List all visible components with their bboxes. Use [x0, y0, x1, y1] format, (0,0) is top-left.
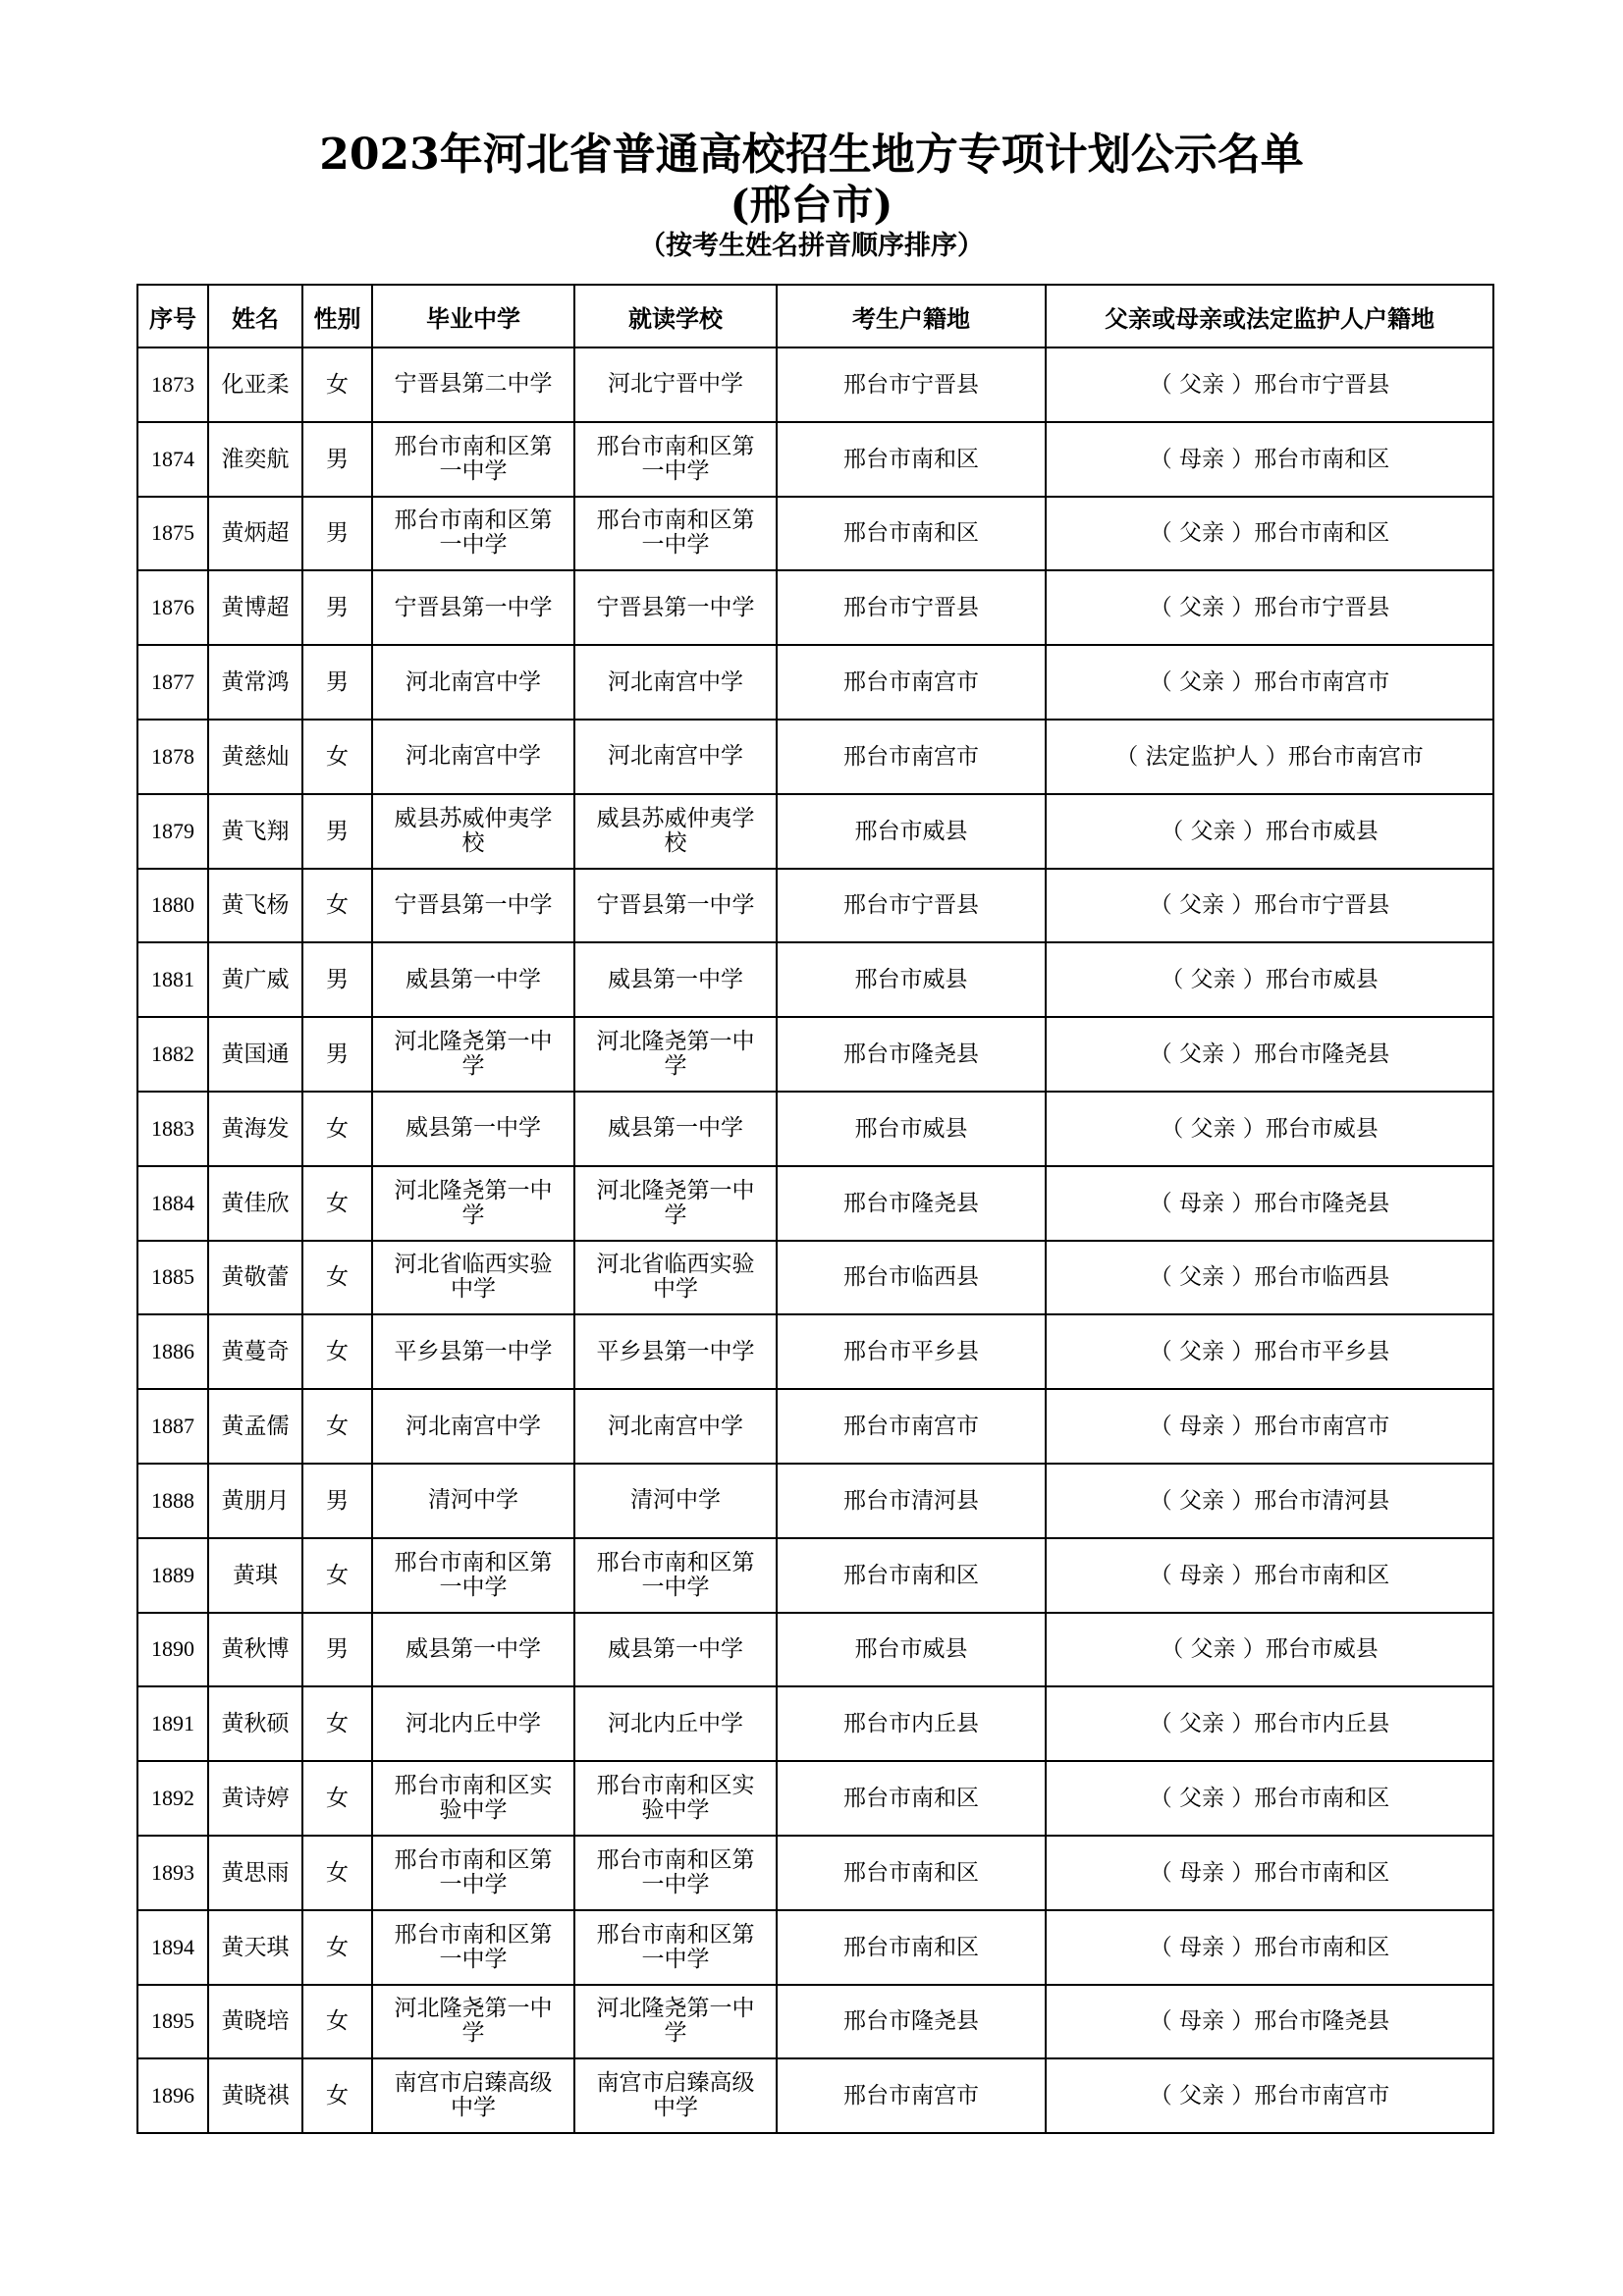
- column-header-gender: 性别: [302, 285, 372, 347]
- cell-household: 邢台市南宫市: [777, 1389, 1046, 1464]
- cell-school: [574, 1985, 777, 2059]
- table-row: [137, 1985, 1493, 2059]
- cell-no: 1880: [137, 869, 208, 943]
- cell-household: 邢台市南和区: [777, 1761, 1046, 1836]
- table-row: [137, 942, 1493, 1017]
- cell-guardian: （ 父亲 ）邢台市威县: [1046, 1613, 1493, 1687]
- cell-grad-school-text: 宁晋县第一中学: [394, 594, 553, 620]
- cell-household: 邢台市南宫市: [777, 645, 1046, 720]
- cell-grad-school: [372, 2058, 574, 2133]
- cell-grad-school: [372, 1314, 574, 1389]
- cell-school: [574, 2058, 777, 2133]
- cell-grad-school-text: 河北隆尧第一中学: [394, 1029, 553, 1080]
- cell-grad-school: [372, 1241, 574, 1315]
- sort-note: （按考生姓名拼音顺序排序）: [639, 231, 984, 261]
- cell-name: 黄慈灿: [208, 720, 302, 794]
- cell-name: 黄琪: [208, 1538, 302, 1613]
- cell-gender: 女: [302, 869, 372, 943]
- cell-no: 1893: [137, 1836, 208, 1910]
- cell-school-text: 河北内丘中学: [608, 1710, 743, 1736]
- cell-grad-school-text: 河北内丘中学: [406, 1710, 541, 1736]
- cell-household: 邢台市平乡县: [777, 1314, 1046, 1389]
- cell-school-text: 邢台市南和区实验中学: [596, 1773, 755, 1824]
- cell-school: [574, 720, 777, 794]
- cell-name: 黄常鸿: [208, 645, 302, 720]
- cell-name: 黄博超: [208, 570, 302, 645]
- cell-school: [574, 422, 777, 497]
- cell-household: 邢台市威县: [777, 1613, 1046, 1687]
- cell-guardian: （ 母亲 ）邢台市南和区: [1046, 1538, 1493, 1613]
- cell-school-text: 邢台市南和区第一中学: [596, 1921, 755, 1972]
- cell-no: 1891: [137, 1686, 208, 1761]
- cell-school: [574, 1836, 777, 1910]
- cell-name: 黄天琪: [208, 1910, 302, 1985]
- cell-no: 1874: [137, 422, 208, 497]
- cell-grad-school: [372, 1985, 574, 2059]
- cell-school-text: 宁晋县第一中学: [596, 891, 755, 918]
- cell-name: 黄广威: [208, 942, 302, 1017]
- cell-name: 黄晓祺: [208, 2058, 302, 2133]
- cell-guardian: （ 母亲 ）邢台市隆尧县: [1046, 1985, 1493, 2059]
- cell-gender: 女: [302, 1241, 372, 1315]
- table-body: [137, 347, 1493, 2133]
- cell-guardian: （ 法定监护人 ）邢台市南宫市: [1046, 720, 1493, 794]
- cell-no: 1889: [137, 1538, 208, 1613]
- cell-name: 黄海发: [208, 1092, 302, 1166]
- cell-grad-school-text: 河北隆尧第一中学: [394, 1996, 553, 2047]
- cell-grad-school-text: 邢台市南和区第一中学: [394, 1921, 553, 1972]
- cell-school-text: 威县第一中学: [608, 966, 743, 992]
- table-row: [137, 1017, 1493, 1092]
- cell-name: 黄孟儒: [208, 1389, 302, 1464]
- cell-gender: 男: [302, 1464, 372, 1538]
- cell-guardian: （ 父亲 ）邢台市宁晋县: [1046, 347, 1493, 422]
- column-header-grad-school: 毕业中学: [372, 285, 574, 347]
- table-row: [137, 347, 1493, 422]
- cell-grad-school: [372, 1166, 574, 1241]
- cell-household: 邢台市南宫市: [777, 2058, 1046, 2133]
- cell-school-text: 河北隆尧第一中学: [596, 1996, 755, 2047]
- cell-grad-school-text: 宁晋县第二中学: [394, 371, 553, 398]
- cell-school-text: 邢台市南和区第一中学: [596, 507, 755, 559]
- cell-school-text: 清河中学: [630, 1487, 721, 1514]
- cell-school: [574, 1910, 777, 1985]
- cell-guardian: （ 父亲 ）邢台市宁晋县: [1046, 570, 1493, 645]
- cell-gender: 女: [302, 1314, 372, 1389]
- cell-grad-school: [372, 645, 574, 720]
- cell-household: 邢台市宁晋县: [777, 347, 1046, 422]
- candidate-table: [136, 284, 1494, 2134]
- cell-grad-school-text: 威县第一中学: [406, 1635, 541, 1662]
- cell-guardian: （ 父亲 ）邢台市平乡县: [1046, 1314, 1493, 1389]
- cell-school: [574, 570, 777, 645]
- cell-grad-school-text: 平乡县第一中学: [394, 1338, 553, 1364]
- cell-name: 黄飞翔: [208, 794, 302, 869]
- cell-school-text: 邢台市南和区第一中学: [596, 1549, 755, 1600]
- column-header-household: 考生户籍地: [777, 285, 1046, 347]
- cell-gender: 女: [302, 1985, 372, 2059]
- cell-gender: 女: [302, 1686, 372, 1761]
- cell-guardian: （ 母亲 ）邢台市南和区: [1046, 422, 1493, 497]
- cell-guardian: （ 母亲 ）邢台市南和区: [1046, 1910, 1493, 1985]
- cell-no: 1895: [137, 1985, 208, 2059]
- cell-no: 1883: [137, 1092, 208, 1166]
- cell-grad-school: [372, 720, 574, 794]
- column-header-name: 姓名: [208, 285, 302, 347]
- cell-grad-school: [372, 1092, 574, 1166]
- cell-school-text: 威县第一中学: [608, 1635, 743, 1662]
- table-row: [137, 422, 1493, 497]
- cell-grad-school: [372, 422, 574, 497]
- cell-no: 1876: [137, 570, 208, 645]
- table-row: [137, 1464, 1493, 1538]
- cell-name: 淮奕航: [208, 422, 302, 497]
- cell-no: 1873: [137, 347, 208, 422]
- cell-guardian: （ 父亲 ）邢台市清河县: [1046, 1464, 1493, 1538]
- table-row: [137, 869, 1493, 943]
- cell-name: 化亚柔: [208, 347, 302, 422]
- cell-grad-school-text: 邢台市南和区第一中学: [394, 1549, 553, 1600]
- cell-guardian: （ 父亲 ）邢台市南宫市: [1046, 2058, 1493, 2133]
- cell-gender: 男: [302, 645, 372, 720]
- cell-gender: 女: [302, 1761, 372, 1836]
- cell-grad-school-text: 宁晋县第一中学: [394, 891, 553, 918]
- table-row: [137, 1166, 1493, 1241]
- cell-gender: 女: [302, 2058, 372, 2133]
- table-row: [137, 570, 1493, 645]
- cell-grad-school: [372, 1017, 574, 1092]
- cell-gender: 女: [302, 347, 372, 422]
- cell-school-text: 河北省临西实验中学: [596, 1252, 755, 1303]
- cell-grad-school-text: 河北南宫中学: [406, 1413, 541, 1439]
- cell-school: [574, 497, 777, 571]
- table-row: [137, 1761, 1493, 1836]
- table-row: [137, 794, 1493, 869]
- cell-household: 邢台市威县: [777, 942, 1046, 1017]
- cell-grad-school: [372, 869, 574, 943]
- cell-gender: 男: [302, 497, 372, 571]
- cell-name: 黄思雨: [208, 1836, 302, 1910]
- cell-name: 黄炳超: [208, 497, 302, 571]
- cell-name: 黄朋月: [208, 1464, 302, 1538]
- cell-gender: 女: [302, 1538, 372, 1613]
- cell-guardian: （ 父亲 ）邢台市内丘县: [1046, 1686, 1493, 1761]
- cell-guardian: （ 父亲 ）邢台市隆尧县: [1046, 1017, 1493, 1092]
- cell-school-text: 河北南宫中学: [608, 743, 743, 770]
- cell-grad-school-text: 邢台市南和区第一中学: [394, 1846, 553, 1897]
- cell-no: 1894: [137, 1910, 208, 1985]
- page-subtitle: (邢台市): [730, 181, 893, 229]
- column-header-school: 就读学校: [574, 285, 777, 347]
- table-row: [137, 720, 1493, 794]
- cell-school-text: 南宫市启臻高级中学: [596, 2070, 755, 2121]
- cell-school: [574, 1017, 777, 1092]
- table-row: [137, 1314, 1493, 1389]
- cell-grad-school: [372, 794, 574, 869]
- cell-grad-school-text: 河北隆尧第一中学: [394, 1177, 553, 1228]
- cell-school-text: 河北南宫中学: [608, 668, 743, 695]
- cell-school-text: 威县第一中学: [608, 1115, 743, 1142]
- cell-grad-school-text: 河北南宫中学: [406, 743, 541, 770]
- column-header-guardian: 父亲或母亲或法定监护人户籍地: [1046, 285, 1493, 347]
- cell-grad-school: [372, 1686, 574, 1761]
- cell-no: 1882: [137, 1017, 208, 1092]
- cell-no: 1887: [137, 1389, 208, 1464]
- cell-household: 邢台市南和区: [777, 1910, 1046, 1985]
- cell-grad-school: [372, 1761, 574, 1836]
- cell-grad-school-text: 邢台市南和区第一中学: [394, 433, 553, 484]
- cell-school: [574, 1092, 777, 1166]
- cell-gender: 女: [302, 720, 372, 794]
- cell-no: 1881: [137, 942, 208, 1017]
- cell-no: 1892: [137, 1761, 208, 1836]
- cell-no: 1877: [137, 645, 208, 720]
- cell-no: 1884: [137, 1166, 208, 1241]
- cell-school: [574, 645, 777, 720]
- cell-no: 1890: [137, 1613, 208, 1687]
- cell-name: 黄佳欣: [208, 1166, 302, 1241]
- cell-household: 邢台市南和区: [777, 497, 1046, 571]
- cell-grad-school-text: 邢台市南和区实验中学: [394, 1773, 553, 1824]
- cell-school: [574, 1686, 777, 1761]
- cell-household: 邢台市内丘县: [777, 1686, 1046, 1761]
- cell-grad-school: [372, 1538, 574, 1613]
- cell-household: 邢台市南和区: [777, 422, 1046, 497]
- cell-school-text: 河北隆尧第一中学: [596, 1029, 755, 1080]
- cell-school: [574, 1389, 777, 1464]
- cell-guardian: （ 父亲 ）邢台市威县: [1046, 942, 1493, 1017]
- cell-guardian: （ 父亲 ）邢台市临西县: [1046, 1241, 1493, 1315]
- cell-no: 1878: [137, 720, 208, 794]
- cell-gender: 男: [302, 422, 372, 497]
- cell-guardian: （ 母亲 ）邢台市隆尧县: [1046, 1166, 1493, 1241]
- table-row: [137, 1686, 1493, 1761]
- cell-name: 黄诗婷: [208, 1761, 302, 1836]
- cell-household: 邢台市宁晋县: [777, 869, 1046, 943]
- cell-grad-school-text: 河北省临西实验中学: [394, 1252, 553, 1303]
- cell-guardian: （ 母亲 ）邢台市南和区: [1046, 1836, 1493, 1910]
- cell-name: 黄秋硕: [208, 1686, 302, 1761]
- cell-grad-school: [372, 1389, 574, 1464]
- cell-household: 邢台市隆尧县: [777, 1166, 1046, 1241]
- cell-guardian: （ 父亲 ）邢台市宁晋县: [1046, 869, 1493, 943]
- cell-school-text: 邢台市南和区第一中学: [596, 433, 755, 484]
- table-row: [137, 1538, 1493, 1613]
- cell-name: 黄敬蕾: [208, 1241, 302, 1315]
- cell-grad-school-text: 邢台市南和区第一中学: [394, 507, 553, 559]
- cell-no: 1886: [137, 1314, 208, 1389]
- cell-gender: 男: [302, 1613, 372, 1687]
- cell-guardian: （ 父亲 ）邢台市南宫市: [1046, 645, 1493, 720]
- cell-school-text: 邢台市南和区第一中学: [596, 1846, 755, 1897]
- cell-name: 黄蔓奇: [208, 1314, 302, 1389]
- cell-guardian: （ 父亲 ）邢台市威县: [1046, 1092, 1493, 1166]
- cell-school-text: 河北隆尧第一中学: [596, 1177, 755, 1228]
- cell-school: [574, 1464, 777, 1538]
- cell-grad-school-text: 河北南宫中学: [406, 668, 541, 695]
- cell-school: [574, 869, 777, 943]
- cell-household: 邢台市宁晋县: [777, 570, 1046, 645]
- cell-name: 黄晓培: [208, 1985, 302, 2059]
- cell-name: 黄国通: [208, 1017, 302, 1092]
- cell-school: [574, 1761, 777, 1836]
- cell-school-text: 威县苏威仲夷学校: [596, 805, 755, 856]
- cell-school: [574, 347, 777, 422]
- cell-school: [574, 1314, 777, 1389]
- cell-school: [574, 794, 777, 869]
- cell-household: 邢台市临西县: [777, 1241, 1046, 1315]
- table-row: [137, 1389, 1493, 1464]
- cell-grad-school: [372, 1836, 574, 1910]
- cell-school-text: 河北南宫中学: [608, 1413, 743, 1439]
- cell-school-text: 宁晋县第一中学: [596, 594, 755, 620]
- cell-household: 邢台市南宫市: [777, 720, 1046, 794]
- cell-grad-school-text: 南宫市启臻高级中学: [394, 2070, 553, 2121]
- cell-name: 黄秋博: [208, 1613, 302, 1687]
- cell-gender: 女: [302, 1836, 372, 1910]
- cell-school: [574, 1166, 777, 1241]
- cell-no: 1879: [137, 794, 208, 869]
- cell-no: 1875: [137, 497, 208, 571]
- cell-gender: 女: [302, 1389, 372, 1464]
- table-header-row: [137, 285, 1493, 347]
- cell-household: 邢台市南和区: [777, 1538, 1046, 1613]
- table-row: [137, 2058, 1493, 2133]
- cell-grad-school: [372, 1613, 574, 1687]
- cell-no: 1885: [137, 1241, 208, 1315]
- cell-gender: 女: [302, 1910, 372, 1985]
- cell-gender: 男: [302, 1017, 372, 1092]
- table-row: [137, 1836, 1493, 1910]
- table-row: [137, 1241, 1493, 1315]
- cell-grad-school-text: 清河中学: [428, 1487, 518, 1514]
- cell-grad-school: [372, 1464, 574, 1538]
- cell-grad-school-text: 威县第一中学: [406, 966, 541, 992]
- cell-no: 1896: [137, 2058, 208, 2133]
- cell-gender: 男: [302, 794, 372, 869]
- cell-no: 1888: [137, 1464, 208, 1538]
- cell-grad-school-text: 威县苏威仲夷学校: [394, 805, 553, 856]
- cell-name: 黄飞杨: [208, 869, 302, 943]
- cell-household: 邢台市隆尧县: [777, 1985, 1046, 2059]
- cell-gender: 男: [302, 570, 372, 645]
- cell-household: 邢台市威县: [777, 1092, 1046, 1166]
- cell-gender: 男: [302, 942, 372, 1017]
- table-row: [137, 645, 1493, 720]
- cell-grad-school: [372, 1910, 574, 1985]
- cell-guardian: （ 父亲 ）邢台市威县: [1046, 794, 1493, 869]
- cell-grad-school-text: 威县第一中学: [406, 1115, 541, 1142]
- cell-school-text: 平乡县第一中学: [596, 1338, 755, 1364]
- cell-household: 邢台市清河县: [777, 1464, 1046, 1538]
- cell-household: 邢台市威县: [777, 794, 1046, 869]
- cell-school: [574, 1613, 777, 1687]
- cell-school: [574, 942, 777, 1017]
- cell-gender: 女: [302, 1092, 372, 1166]
- cell-guardian: （ 父亲 ）邢台市南和区: [1046, 497, 1493, 571]
- cell-guardian: （ 母亲 ）邢台市南宫市: [1046, 1389, 1493, 1464]
- table-row: [137, 1613, 1493, 1687]
- cell-guardian: （ 父亲 ）邢台市南和区: [1046, 1761, 1493, 1836]
- cell-household: 邢台市南和区: [777, 1836, 1046, 1910]
- cell-school: [574, 1538, 777, 1613]
- cell-gender: 女: [302, 1166, 372, 1241]
- cell-grad-school: [372, 570, 574, 645]
- table-row: [137, 1910, 1493, 1985]
- cell-grad-school: [372, 497, 574, 571]
- cell-grad-school: [372, 942, 574, 1017]
- column-header-no: 序号: [137, 285, 208, 347]
- cell-school: [574, 1241, 777, 1315]
- cell-grad-school: [372, 347, 574, 422]
- table-row: [137, 1092, 1493, 1166]
- cell-school-text: 河北宁晋中学: [608, 371, 743, 398]
- table-row: [137, 497, 1493, 571]
- cell-household: 邢台市隆尧县: [777, 1017, 1046, 1092]
- page-title: 2023年河北省普通高校招生地方专项计划公示名单: [319, 130, 1304, 180]
